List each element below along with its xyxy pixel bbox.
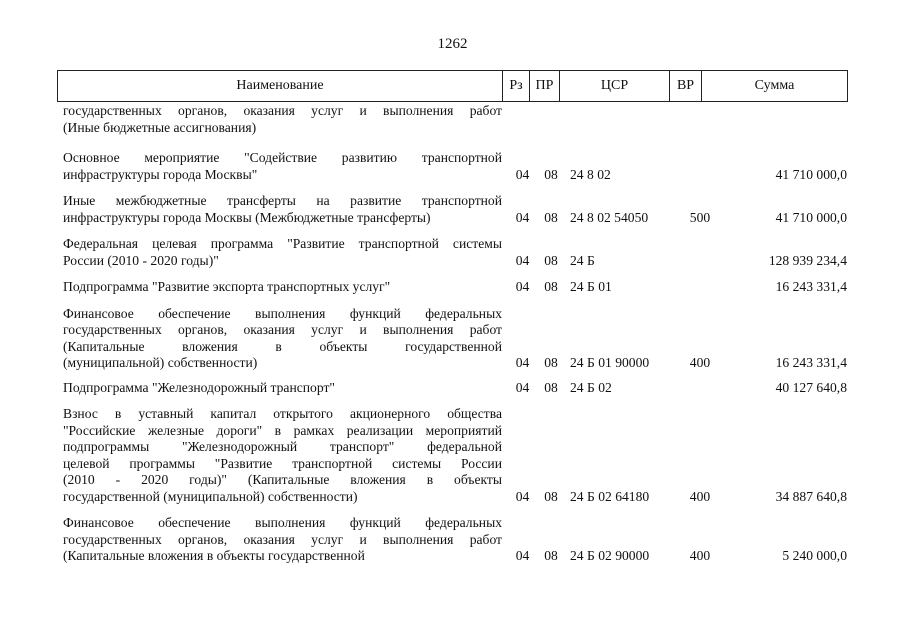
row-name-line: подпрограммы "Железнодорожный транспорт" федеральной: [63, 439, 502, 454]
row-rz: 04: [515, 279, 530, 294]
row-rz: 04: [515, 355, 530, 370]
header-sum: Сумма: [702, 71, 848, 102]
row-name-line: инфраструктуры города Москвы": [63, 166, 258, 182]
table-row: [63, 150, 853, 183]
row-name-line: целевой программы "Развитие транспортной системы России: [63, 455, 502, 471]
page-number: 1262: [437, 36, 468, 52]
header-vr: ВР: [670, 71, 702, 102]
row-name-line: Финансовое обеспечение выполнения функций федеральных: [63, 305, 502, 321]
table-row: [63, 103, 853, 136]
row-vr: 500: [689, 209, 711, 225]
row-vr: 400: [689, 488, 711, 504]
row-sum: 41 710 000,0: [775, 166, 847, 182]
row-rz: 04: [515, 166, 530, 182]
table-row: [63, 306, 853, 372]
row-name-line: (Иные бюджетные ассигнования): [63, 119, 257, 135]
row-name: [63, 103, 502, 136]
row-name: [63, 306, 502, 372]
row-vr: 400: [689, 355, 711, 370]
row-name-line: государственных органов, оказания услуг и выполнения работ: [63, 103, 502, 118]
row-csr: 24 8 02 54050: [570, 209, 649, 225]
row-name: [63, 515, 502, 565]
row-name: [63, 279, 502, 296]
row-name-line: Финансовое обеспечение выполнения функций федеральных: [63, 515, 502, 530]
row-name-line: Иные межбюджетные трансферты на развитие транспортной: [63, 193, 502, 208]
row-name: [63, 406, 502, 505]
row-name-line: "Российские железные дороги" в рамках реализации мероприятий: [63, 422, 502, 438]
header-name: Наименование: [58, 71, 503, 102]
row-csr: 24 8 02: [570, 166, 611, 182]
row-vr: 400: [689, 548, 711, 563]
row-sum: 41 710 000,0: [775, 209, 847, 225]
header-rz: Рз: [503, 71, 530, 102]
row-csr: 24 Б 02 90000: [570, 548, 650, 563]
row-pr: 08: [544, 252, 558, 268]
row-name: [63, 236, 502, 269]
row-pr: 08: [544, 488, 558, 504]
row-name-line: Взнос в уставный капитал открытого акционерного общества: [63, 406, 502, 421]
table-row: [63, 236, 853, 269]
row-name-line: (Капитальные вложения в объекты государственной: [63, 548, 365, 563]
table-row: [63, 380, 853, 397]
table-row: [63, 406, 853, 505]
row-name-line: Федеральная целевая программа "Развитие транспортной системы: [63, 236, 502, 251]
row-sum: 16 243 331,4: [775, 279, 847, 294]
table-header: [57, 70, 848, 102]
row-name-line: государственных органов, оказания услуг и выполнения работ: [63, 531, 502, 547]
row-sum: 40 127 640,8: [775, 379, 847, 395]
row-csr: 24 Б: [570, 252, 595, 268]
row-name-line: государственной (муниципальной) собственности): [63, 488, 358, 504]
row-pr: 08: [544, 166, 558, 182]
row-pr: 08: [544, 379, 558, 395]
row-pr: 08: [544, 355, 558, 370]
row-sum: 5 240 000,0: [782, 548, 847, 563]
row-rz: 04: [515, 488, 530, 504]
table-body: [63, 103, 853, 565]
row-csr: 24 Б 01 90000: [570, 355, 650, 370]
row-pr: 08: [544, 279, 558, 294]
row-name-line: Подпрограмма "Железнодорожный транспорт": [63, 379, 335, 395]
row-pr: 08: [544, 548, 558, 563]
row-name-line: Подпрограмма "Развитие экспорта транспортных услуг": [63, 279, 391, 294]
table-row: [63, 193, 853, 226]
row-rz: 04: [515, 548, 530, 563]
row-name: [63, 150, 502, 183]
row-name-line: (2010 - 2020 годы)" (Капитальные вложения в объекты: [63, 472, 502, 487]
row-rz: 04: [515, 379, 530, 395]
table-row: [63, 279, 853, 296]
row-name-line: инфраструктуры города Москвы (Межбюджетные трансферты): [63, 209, 431, 225]
row-pr: 08: [544, 209, 558, 225]
table-row: [63, 515, 853, 565]
row-name-line: Основное мероприятие "Содействие развитию транспортной: [63, 150, 502, 165]
row-name-line: России (2010 - 2020 годы)": [63, 252, 219, 268]
header-pr: ПР: [530, 71, 560, 102]
row-sum: 34 887 640,8: [775, 488, 847, 504]
row-name: [63, 193, 502, 226]
row-name: [63, 380, 502, 397]
row-name-line: государственных органов, оказания услуг и выполнения работ: [63, 322, 502, 337]
row-csr: 24 Б 01: [570, 279, 612, 294]
row-csr: 24 Б 02: [570, 379, 612, 395]
row-name-line: (Капитальные вложения в объекты государственной: [63, 338, 502, 354]
row-name-line: (муниципальной) собственности): [63, 355, 258, 370]
row-sum: 128 939 234,4: [768, 252, 847, 268]
header-csr: ЦСР: [560, 71, 670, 102]
row-csr: 24 Б 02 64180: [570, 488, 650, 504]
row-rz: 04: [515, 252, 530, 268]
row-rz: 04: [515, 209, 530, 225]
row-sum: 16 243 331,4: [775, 355, 847, 370]
